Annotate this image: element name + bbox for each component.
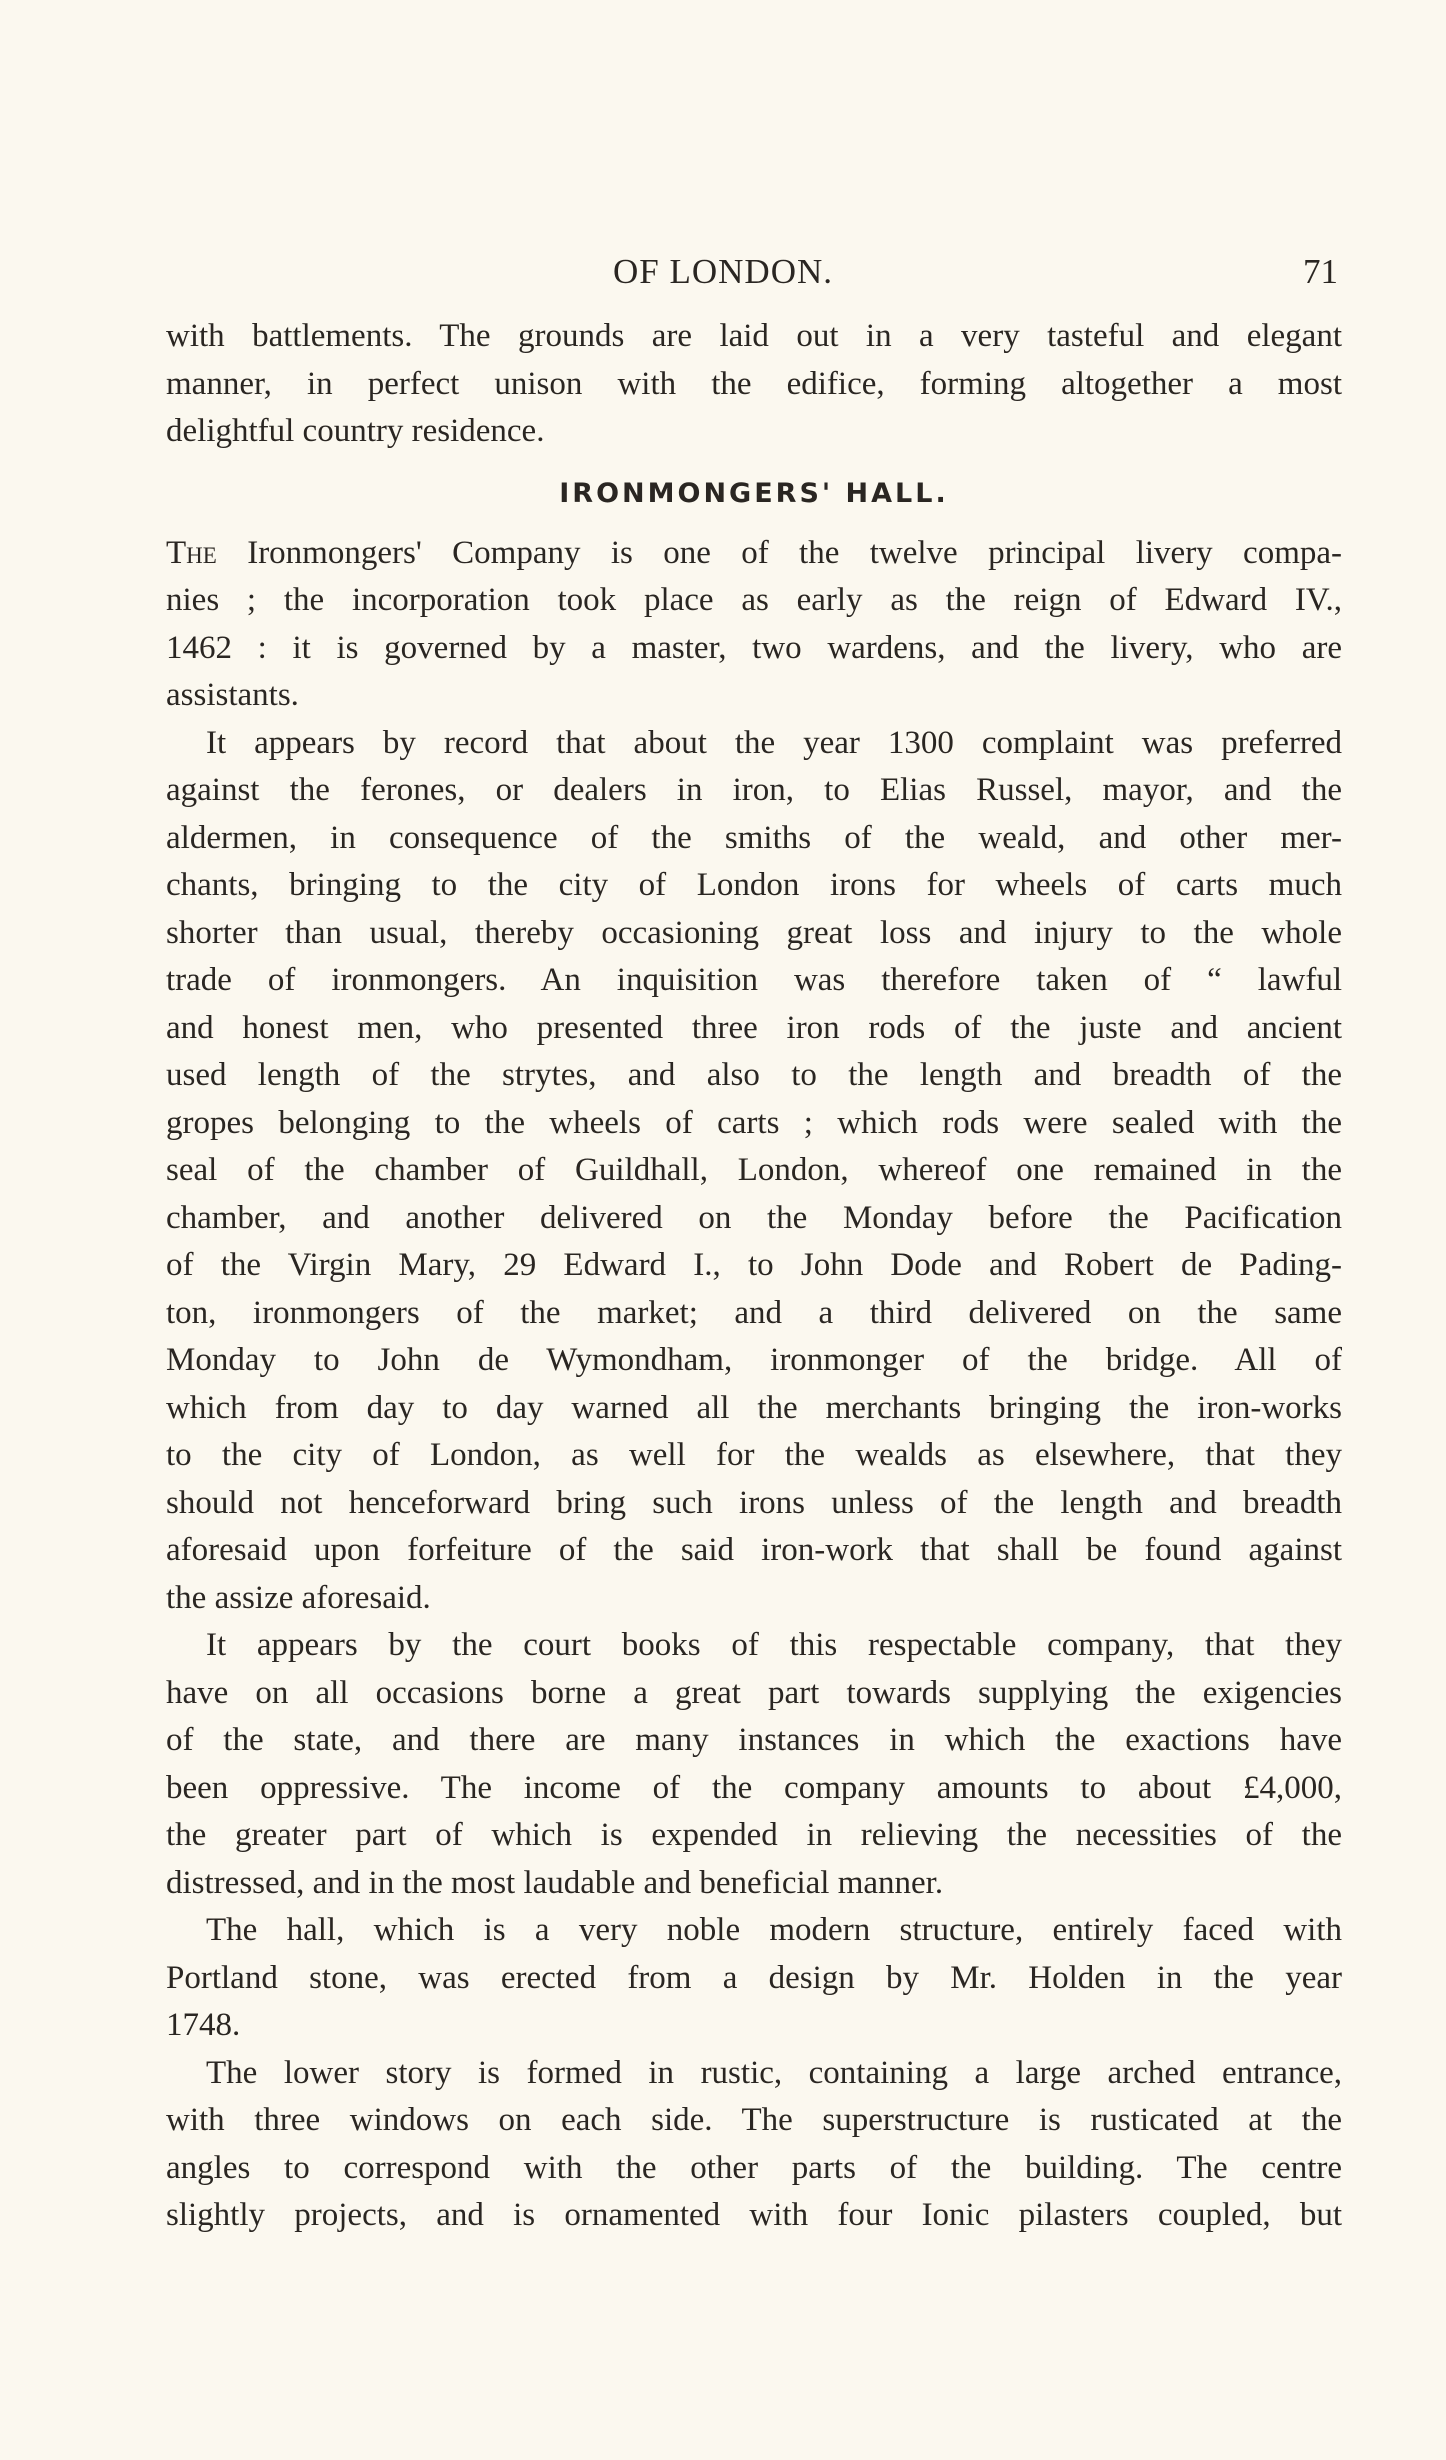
text-line: been oppressive. The income of the company amounts to about £4,000, [166,1769,1342,1806]
text-line: the greater part of which is expended in relieving the necessities of the [166,1817,1342,1853]
text-line: 1462 : it is governed by a master, two wardens, and the livery, who are [166,629,1342,666]
text-line: manner, in perfect unison with the edifice, forming altogether a most [166,365,1342,402]
text-line: of the state, and there are many instances in which the exactions have [166,1722,1342,1758]
text-line: Monday to John de Wymondham, ironmonger of the bridge. All of [166,1342,1342,1378]
page-number: 71 [1303,252,1338,291]
text-line: have on all occasions borne a great part towards supplying the exigencies [166,1674,1342,1711]
text-line: It appears by the court books of this respectable company, that they [206,1627,1342,1663]
text-line: trade of ironmongers. An inquisition was therefore taken of “ lawful [166,962,1342,998]
text-line: with three windows on each side. The superstructure is rusticated at the [166,2102,1342,2138]
text-line: chamber, and another delivered on the Monday before the Pacification [166,1199,1342,1236]
running-title: OF LONDON. [613,252,833,291]
drop-word: The [166,534,217,571]
body-text [166,313,1342,2240]
text-line-rest: Ironmongers' Company is one of the twelve principal livery compa- [247,534,1343,571]
text-line: seal of the chamber of Guildhall, London, whereof one remained in the [166,1152,1342,1188]
text-line: to the city of London, as well for the wealds as elsewhere, that they [166,1437,1342,1473]
text-line: used length of the strytes, and also to the length and breadth of the [166,1057,1342,1093]
text-line: It appears by record that about the year 1300 complaint was preferred [206,724,1342,761]
text-line: slightly projects, and is ornamented with four Ionic pilasters coupled, but [166,2197,1342,2233]
text-line: against the ferones, or dealers in iron, to Elias Russel, mayor, and the [166,772,1342,808]
paragraph-hall [166,1907,1342,2050]
text-line: and honest men, who presented three iron rods of the juste and ancient [166,1009,1342,1046]
text-line: which from day to day warned all the merchants bringing the iron-works [166,1389,1342,1426]
text-line: ton, ironmongers of the market; and a third delivered on the same [166,1294,1342,1331]
paragraph-lower-story [166,2050,1342,2240]
text-line: chants, bringing to the city of London irons for wheels of carts much [166,867,1342,903]
text-line: aforesaid upon forfeiture of the said iron-work that shall be found against [166,1532,1342,1568]
text-line: should not henceforward bring such irons unless of the length and breadth [166,1484,1342,1521]
text-line: distressed, and in the most laudable and beneficial manner. [166,1864,944,1901]
text-line: gropes belonging to the wheels of carts ; which rods were sealed with the [166,1104,1342,1141]
paragraph-court-books [166,1622,1342,1907]
text-line: The hall, which is a very noble modern structure, entirely faced with [206,1912,1342,1948]
text-line: The lower story is formed in rustic, containing a large arched entrance, [206,2054,1342,2091]
text-line: aldermen, in consequence of the smiths of the weald, and other mer- [166,819,1342,856]
text-line: nies ; the incorporation took place as early as the reign of Edward IV., [166,582,1342,618]
text-line: 1748. [166,2007,241,2043]
running-header [0,250,1446,294]
paragraph-record [166,720,1342,1623]
text-line [166,530,1342,578]
text-line: delightful country residence. [166,413,545,449]
paragraph-company-intro [166,530,1342,720]
text-line: shorter than usual, thereby occasioning great loss and injury to the whole [166,914,1342,951]
text-line: the assize aforesaid. [166,1579,431,1616]
paragraph-continuation [166,313,1342,456]
text-line: Portland stone, was erected from a design by Mr. Holden in the year [166,1959,1342,1996]
text-line: angles to correspond with the other parts of the building. The centre [166,2149,1342,2186]
text-line: of the Virgin Mary, 29 Edward I., to John Dode and Robert de Pading- [166,1247,1342,1283]
section-heading: IRONMONGERS' HALL. [559,477,949,509]
text-line: assistants. [166,677,299,713]
text-line: with battlements. The grounds are laid out in a very tasteful and elegant [166,318,1342,354]
